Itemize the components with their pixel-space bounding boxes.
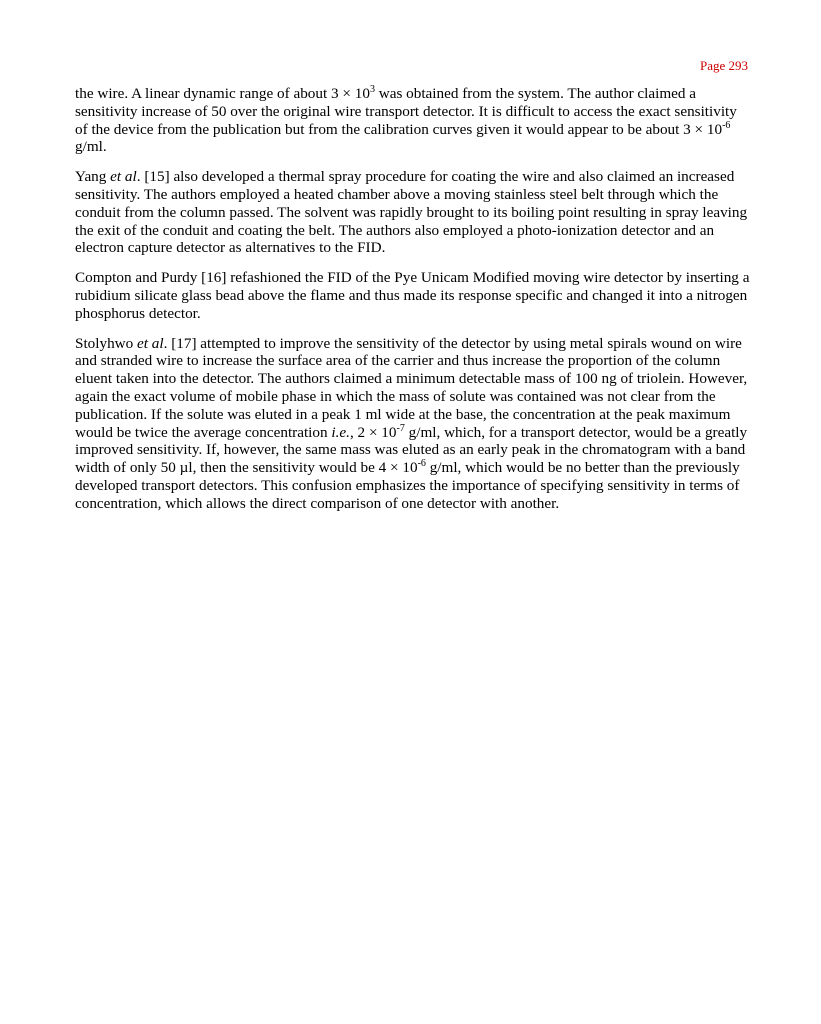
paragraph-3: Compton and Purdy [16] refashioned the FID of the Pye Unicam Modified moving wire detector by inserting a rubidium silicate glass bead above the flame and thus made its response specific and changed it into a nitrogen phosphorus detector. [75,269,750,322]
paragraph-2 [75,168,751,257]
p2-italic-et-al: et al [110,168,137,186]
paragraph-4 [75,335,751,513]
p4-text-c: , 2 × 10 [349,423,397,441]
p4-text-e: g/ml, which would be no better than the previously developed transport detectors. This confusion emphasizes the importance of specifying sensitivity in terms of concentration, which allows the direct comparison of one detector with another. [75,459,740,512]
p4-superscript-d: -6 [417,458,426,470]
document-body [75,85,751,525]
page-number: Page 293 [699,58,748,73]
p1-superscript-a: 3 [369,83,375,95]
p4-text-d: g/ml, which, for a transport detector, would be a greatly improved sensitivity. If, however, the same mass was eluted as an early peak in the chromatogram with a band width of only 50 µl, then the sensitivity would be 4 × 10 [75,423,748,477]
p4-italic-et-al: et al [137,334,164,352]
p4-superscript-c: -7 [396,422,405,434]
p4-text-a: Stolyhwo [75,334,138,352]
paragraph-1 [75,85,751,156]
p1-text-b: was obtained from the system. The author claimed a sensitivity increase of 50 over the original wire transport detector. It is difficult to access the exact sensitivity of the device from the publication but from the calibration curves given it would appear to be about 3 × 10 [75,85,737,138]
p1-superscript-b: -6 [722,119,731,131]
p4-text-b: . [17] attempted to improve the sensitivity of the detector by using metal spirals wound on wire and stranded wire to increase the surface area of the carrier and thus increase the proportion of the column eluent taken into the detector. The authors claimed a minimum detectable mass of 100 ng of triolein. However, again the exact volume of mobile phase in which the mass of solute was contained was not clear from the publication. If the solute was eluted in a peak 1 ml wide at the base, the concentration at the peak maximum would be twice the average concentration [75,334,748,441]
p1-text-a: the wire. A linear dynamic range of about 3 × 10 [75,85,370,102]
p2-text-a: Yang [75,168,111,186]
p2-text-b: . [15] also developed a thermal spray procedure for coating the wire and also claimed an increased sensitivity. The authors employed a heated chamber above a moving stainless steel belt through which the conduit from the column passed. The solvent was rapidly brought to its boiling point resulting in spray leaving the exit of the conduit and coating the belt. The authors also employed a photo-ionization detector and an electron capture detector as alternatives to the FID. [75,168,748,257]
p1-text-c: g/ml. [75,138,107,156]
p4-italic-ie: i.e. [331,423,350,441]
